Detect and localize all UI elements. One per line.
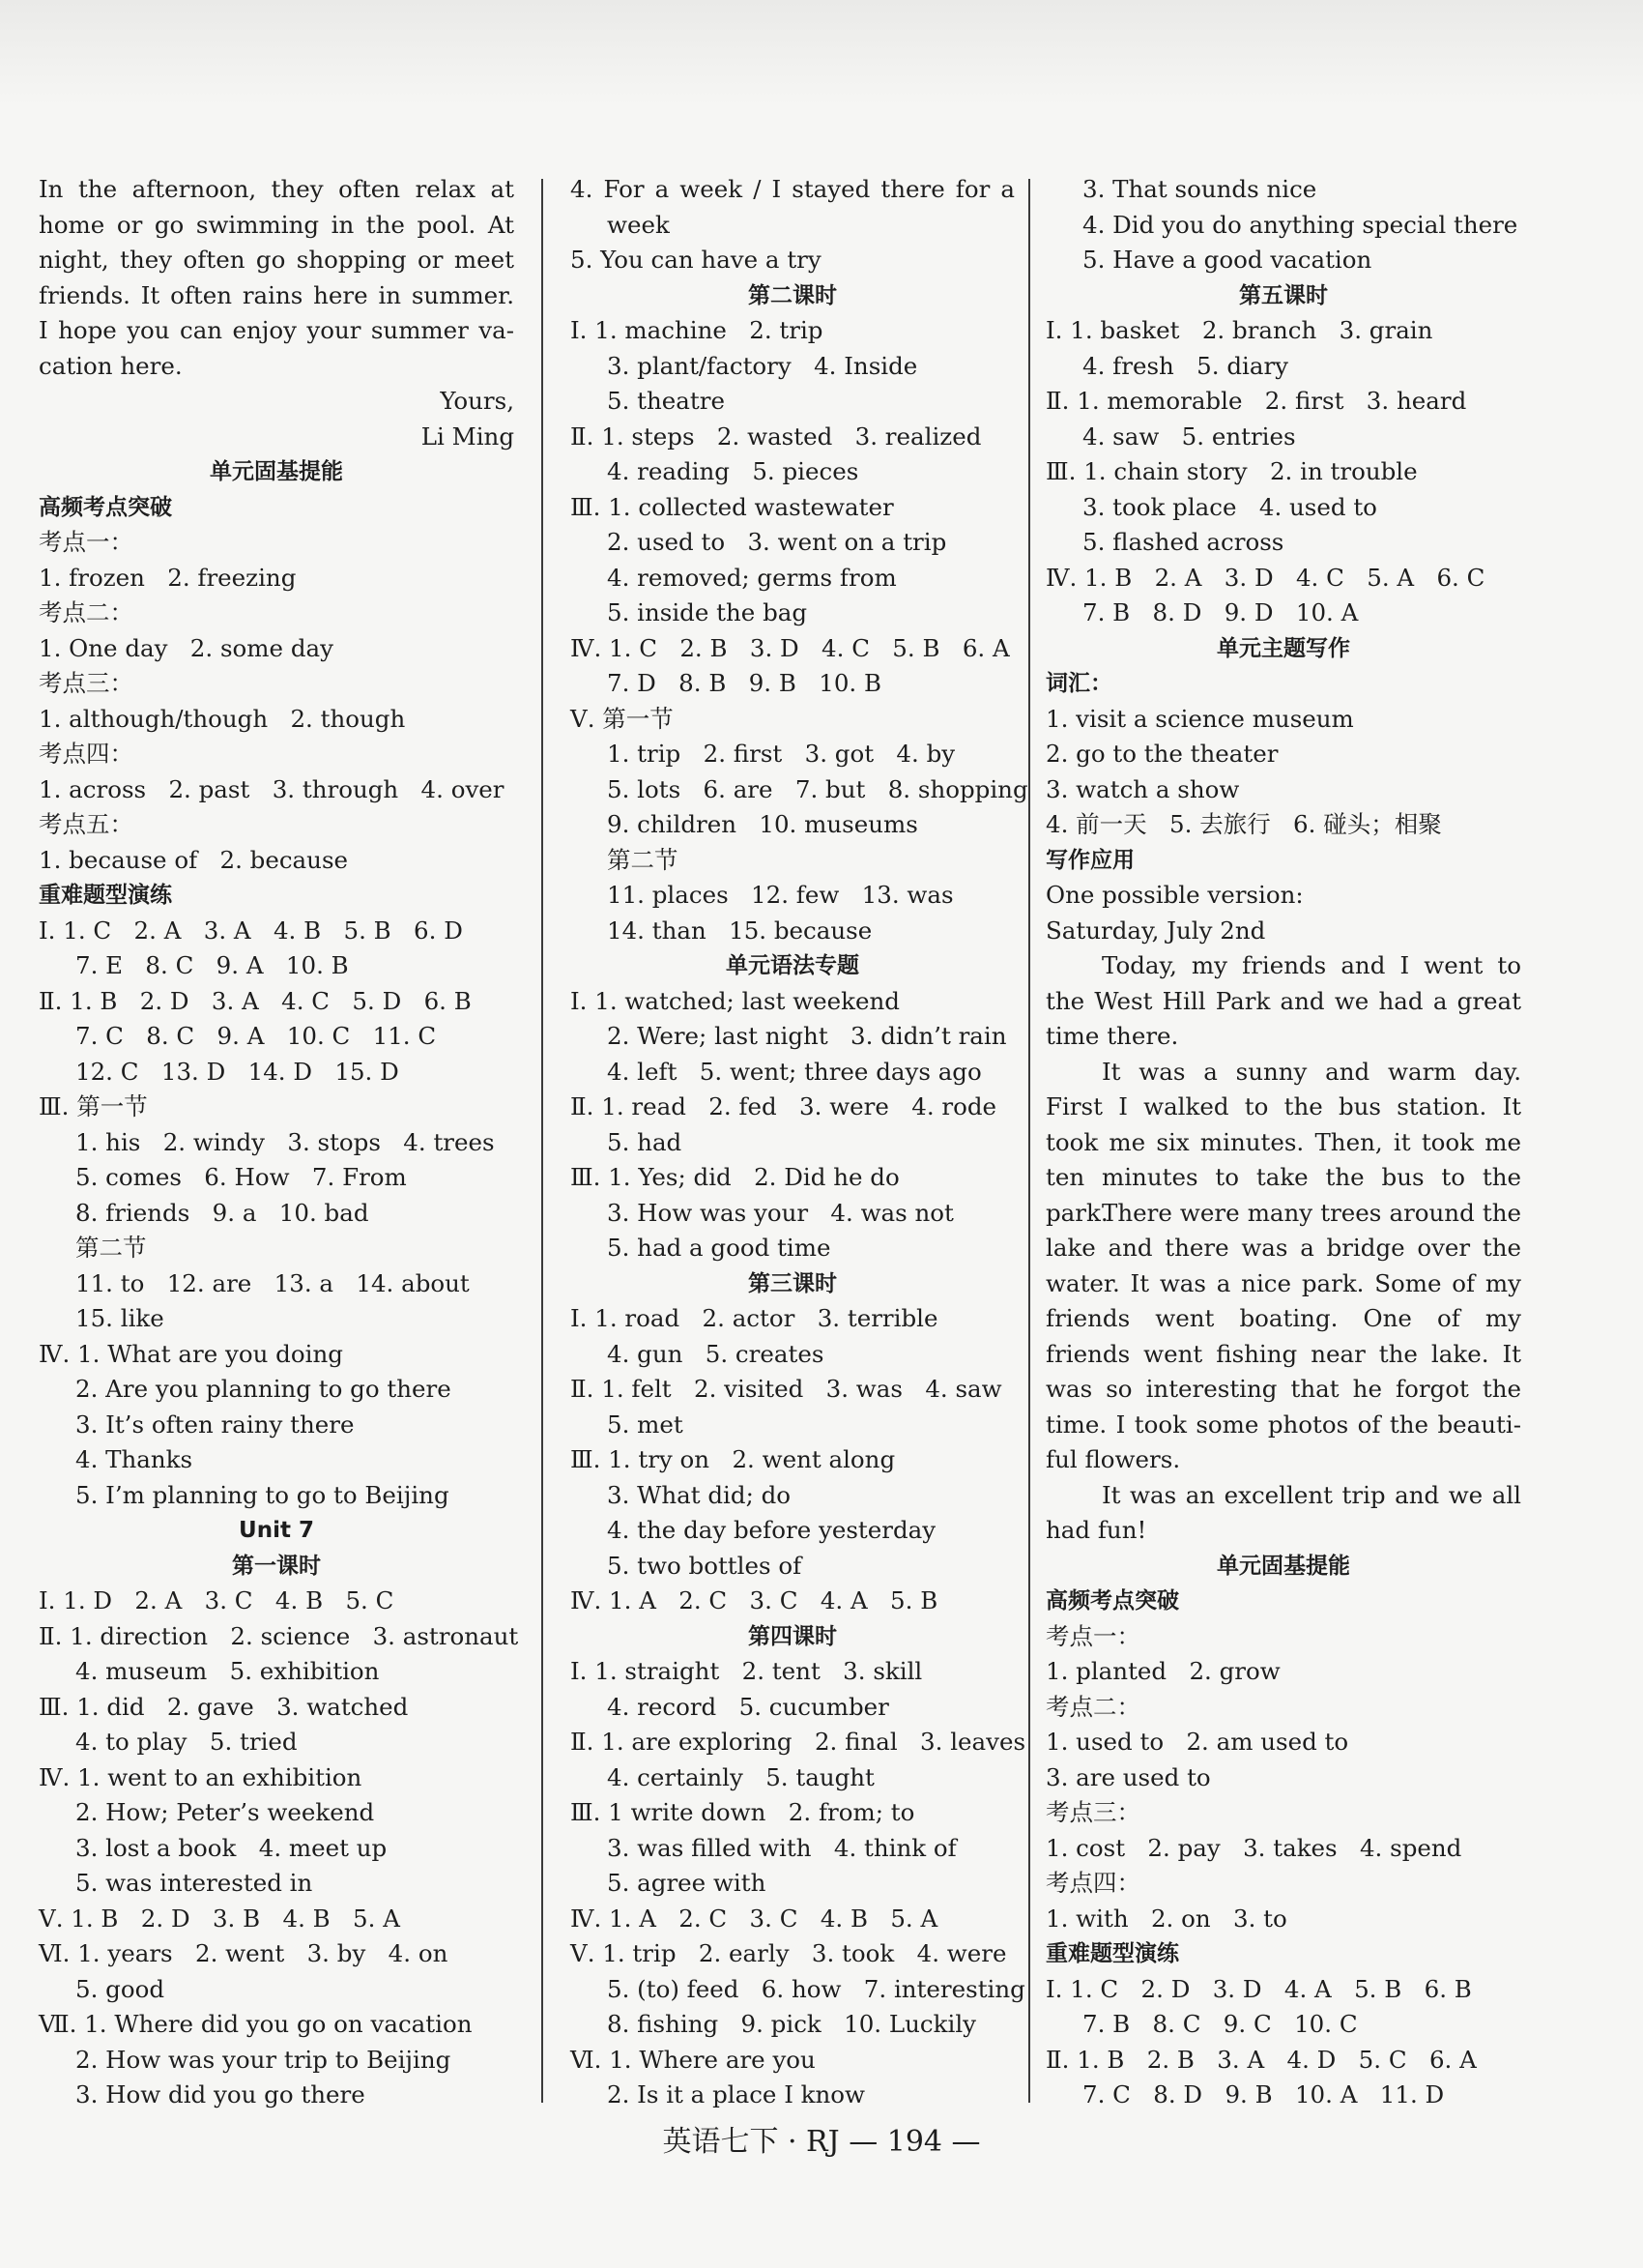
col2-line: 4. For a week / I stayed there for a <box>570 175 1015 203</box>
col3-line: Ⅳ. 1. B 2. A 3. D 4. C 5. A 6. C <box>1046 563 1485 592</box>
scan-top-shadow <box>0 0 1643 106</box>
col3-line: 4. 前一天 5. 去旅行 6. 碰头；相聚 <box>1046 810 1442 838</box>
col1-line: 1. although/though 2. though <box>39 704 406 733</box>
col1-line: 12. C 13. D 14. D 15. D <box>75 1057 399 1086</box>
col2-line: 3. plant/factory 4. Inside <box>607 351 918 380</box>
col2-line: Ⅲ. 1 write down 2. from; to <box>570 1798 915 1826</box>
col3-line: was so interesting that he forgot the <box>1046 1375 1521 1403</box>
col2-line: 7. D 8. B 9. B 10. B <box>607 669 881 697</box>
col3-line: Saturday, July 2nd <box>1046 916 1266 945</box>
col2-line: 5. had <box>607 1127 682 1156</box>
col3-line: 7. B 8. D 9. D 10. A <box>1082 598 1359 626</box>
col3-line: It was a sunny and warm day. <box>1102 1057 1521 1086</box>
col1-line: 7. C 8. C 9. A 10. C 11. C <box>75 1022 437 1050</box>
col3-line: Ⅱ. 1. B 2. B 3. A 4. D 5. C 6. A <box>1046 2045 1477 2074</box>
col2-line: 4. gun 5. creates <box>607 1339 824 1368</box>
col1-line: 1. One day 2. some day <box>39 633 333 662</box>
col3-line: 4. saw 5. entries <box>1082 422 1296 451</box>
col3-line: water. It was a nice park. Some of my <box>1046 1268 1521 1297</box>
col3-line: 4. fresh 5. diary <box>1082 351 1288 380</box>
col1-line: 考点四： <box>39 740 133 768</box>
col1-line: 5. I’m planning to go to Beijing <box>75 1480 449 1509</box>
col1-line: Ⅳ. 1. went to an exhibition <box>39 1762 362 1791</box>
col2-line: 11. places 12. few 13. was <box>607 881 954 909</box>
col1-line: Ⅱ. 1. direction 2. science 3. astronaut <box>39 1621 519 1650</box>
col2-line: Ⅲ. 1. collected wastewater <box>570 492 894 521</box>
col2-line: Ⅰ. 1. machine 2. trip <box>570 316 823 344</box>
col2-line: Ⅱ. 1. steps 2. wasted 3. realized <box>570 422 982 451</box>
col2-line: 第三课时 <box>748 1270 837 1296</box>
col1-line: cation here. <box>39 351 183 380</box>
col3-line: Ⅲ. 1. chain story 2. in trouble <box>1046 457 1418 485</box>
col3-line: Ⅰ. 1. C 2. D 3. D 4. A 5. B 6. B <box>1046 1974 1472 2003</box>
col1-line: Ⅶ. 1. Where did you go on vacation <box>39 2010 473 2038</box>
col3-line: There were many trees around the <box>1102 1198 1521 1227</box>
column-right <box>1046 172 1521 2113</box>
col1-line: 2. Are you planning to go there <box>75 1375 451 1403</box>
col3-line: 高频考点突破 <box>1046 1588 1179 1614</box>
col2-line: Ⅱ. 1. felt 2. visited 3. was 4. saw <box>570 1375 1002 1403</box>
col2-line: 8. fishing 9. pick 10. Luckily <box>607 2010 977 2038</box>
col2-line: 5. agree with <box>607 1869 766 1897</box>
col3-line: First I walked to the bus station. It <box>1046 1092 1521 1120</box>
col1-line: Li Ming <box>420 422 514 451</box>
col1-line: 4. to play 5. tried <box>75 1728 298 1756</box>
col2-line: week <box>607 210 670 239</box>
col3-line: friends went boating. One of my <box>1046 1304 1521 1332</box>
col3-line: time. I took some photos of the beauti- <box>1046 1410 1521 1439</box>
col3-line: 3. took place 4. used to <box>1082 492 1377 521</box>
col2-line: 2. Is it a place I know <box>607 2080 866 2108</box>
col2-line: Ⅱ. 1. read 2. fed 3. were 4. rode <box>570 1092 997 1120</box>
col3-line: 1. used to 2. am used to <box>1046 1728 1349 1756</box>
col1-line: 15. like <box>75 1304 164 1332</box>
col2-line: 第四课时 <box>748 1623 837 1649</box>
col3-line: took me six minutes. Then, it took me <box>1046 1127 1521 1156</box>
col2-line: 4. left 5. went; three days ago <box>607 1057 982 1086</box>
col3-line: 1. visit a science museum <box>1046 704 1354 733</box>
col2-line: 3. How was your 4. was not <box>607 1198 954 1227</box>
col2-line: 2. used to 3. went on a trip <box>607 528 947 556</box>
col3-line: One possible version: <box>1046 881 1304 909</box>
col3-line: 1. planted 2. grow <box>1046 1657 1281 1685</box>
col2-line: 单元语法专题 <box>726 953 859 978</box>
col2-line: Ⅰ. 1. road 2. actor 3. terrible <box>570 1304 938 1332</box>
col2-line: 5. lots 6. are 7. but 8. shopping <box>607 774 1028 803</box>
col3-line: friends went fishing near the lake. It <box>1046 1339 1521 1368</box>
col1-line: 5. was interested in <box>75 1869 313 1897</box>
col3-line: 3. watch a show <box>1046 774 1240 803</box>
col1-line: In the afternoon, they often relax at <box>39 175 514 203</box>
col2-line: 4. removed; germs from <box>607 563 897 592</box>
col1-line: 第一课时 <box>232 1553 321 1579</box>
col3-line: 写作应用 <box>1046 847 1135 873</box>
col1-line: Ⅳ. 1. What are you doing <box>39 1339 343 1368</box>
col2-line: Ⅰ. 1. watched; last weekend <box>570 986 900 1015</box>
col3-line: ten minutes to take the bus to the park. <box>1046 1163 1521 1227</box>
col1-line: 第二节 <box>75 1234 147 1262</box>
col3-line: 第五课时 <box>1239 282 1328 308</box>
col3-line: the West Hill Park and we had a great <box>1046 986 1521 1015</box>
col1-line: night, they often go shopping or meet <box>39 246 514 274</box>
col1-line: 1. across 2. past 3. through 4. over <box>39 774 504 803</box>
col3-line: Ⅰ. 1. basket 2. branch 3. grain <box>1046 316 1433 344</box>
col3-line: 7. B 8. C 9. C 10. C <box>1082 2010 1358 2038</box>
column-middle <box>570 172 1028 2113</box>
col1-line: Unit 7 <box>239 1518 314 1543</box>
col1-line: 考点三： <box>39 669 133 697</box>
col1-line: 考点一： <box>39 528 133 556</box>
col2-line: 1. trip 2. first 3. got 4. by <box>607 740 956 768</box>
col3-line: 考点一： <box>1046 1621 1140 1650</box>
col2-line: 5. met <box>607 1410 683 1439</box>
col3-line: time there. <box>1046 1022 1179 1050</box>
col2-line: Ⅳ. 1. A 2. C 3. C 4. B 5. A <box>570 1904 938 1933</box>
col3-line: ful flowers. <box>1046 1445 1181 1473</box>
col2-line: 4. reading 5. pieces <box>607 457 859 485</box>
col3-line: 4. Did you do anything special there <box>1082 210 1518 239</box>
col3-line: 单元固基提能 <box>1217 1553 1350 1579</box>
col1-line: 考点二： <box>39 598 133 626</box>
col2-line: 第二节 <box>607 845 678 874</box>
col2-line: 3. was filled with 4. think of <box>607 1833 957 1862</box>
col1-line: 11. to 12. are 13. a 14. about <box>75 1268 470 1297</box>
col2-line: 第二课时 <box>748 282 837 308</box>
col3-line: 考点三： <box>1046 1798 1140 1826</box>
col3-line: Ⅱ. 1. memorable 2. first 3. heard <box>1046 387 1467 415</box>
col2-line: 5. had a good time <box>607 1234 831 1262</box>
column-left <box>39 172 519 2113</box>
col3-line: 考点二： <box>1046 1692 1140 1721</box>
col2-line: 5. inside the bag <box>607 598 808 626</box>
col2-line: 4. the day before yesterday <box>607 1516 937 1544</box>
col1-line: 3. How did you go there <box>75 2080 365 2108</box>
col3-line: 2. go to the theater <box>1046 740 1279 768</box>
col2-line: 9. children 10. museums <box>607 810 918 838</box>
col1-line: 3. It’s often rainy there <box>75 1410 355 1439</box>
col2-line: Ⅴ. 1. trip 2. early 3. took 4. were <box>570 1939 1007 1967</box>
col1-line: 2. How was your trip to Beijing <box>75 2045 451 2074</box>
col1-line: friends. It often rains here in summer. <box>39 280 514 309</box>
col3-line: 考点四： <box>1046 1869 1140 1897</box>
col3-line: lake and there was a bridge over the <box>1046 1234 1521 1262</box>
col3-line: had fun! <box>1046 1516 1147 1544</box>
col1-line: Ⅴ. 1. B 2. D 3. B 4. B 5. A <box>39 1904 400 1933</box>
col1-line: Ⅰ. 1. D 2. A 3. C 4. B 5. C <box>39 1586 394 1614</box>
col1-line: 1. frozen 2. freezing <box>39 563 297 592</box>
col3-line: 重难题型演练 <box>1046 1941 1179 1966</box>
col2-line: 5. theatre <box>607 387 725 415</box>
col3-line: 1. cost 2. pay 3. takes 4. spend <box>1046 1833 1462 1862</box>
col2-line: Ⅲ. 1. try on 2. went along <box>570 1445 896 1473</box>
col3-line: 5. flashed across <box>1082 528 1284 556</box>
col2-line: 5. (to) feed 6. how 7. interesting <box>607 1974 1025 2003</box>
col2-line: Ⅳ. 1. A 2. C 3. C 4. A 5. B <box>570 1586 938 1614</box>
col1-line: Ⅲ. 第一节 <box>39 1092 148 1120</box>
col3-line: 3. are used to <box>1046 1762 1211 1791</box>
col1-line: 4. Thanks <box>75 1445 193 1473</box>
col3-line: Today, my friends and I went to <box>1102 951 1521 979</box>
col2-line: Ⅲ. 1. Yes; did 2. Did he do <box>570 1163 900 1191</box>
col1-line: Ⅵ. 1. years 2. went 3. by 4. on <box>39 1939 448 1967</box>
column-divider-2 <box>1028 179 1030 2103</box>
col1-line: 3. lost a book 4. meet up <box>75 1833 388 1862</box>
col1-line: 1. because of 2. because <box>39 845 349 874</box>
col3-line: 1. with 2. on 3. to <box>1046 1904 1287 1933</box>
col2-line: 5. You can have a try <box>570 246 822 274</box>
col2-line: 4. record 5. cucumber <box>607 1692 889 1721</box>
col2-line: 2. Were; last night 3. didn’t rain <box>607 1022 1007 1050</box>
col1-line: 5. comes 6. How 7. From <box>75 1163 407 1191</box>
col3-line: 单元主题写作 <box>1217 635 1350 661</box>
col2-line: 4. certainly 5. taught <box>607 1762 875 1791</box>
col2-line: 5. two bottles of <box>607 1551 802 1580</box>
col1-line: Ⅱ. 1. B 2. D 3. A 4. C 5. D 6. B <box>39 986 472 1015</box>
col2-line: Ⅳ. 1. C 2. B 3. D 4. C 5. B 6. A <box>570 633 1010 662</box>
col1-line: 1. his 2. windy 3. stops 4. trees <box>75 1127 495 1156</box>
col1-line: Ⅰ. 1. C 2. A 3. A 4. B 5. B 6. D <box>39 916 463 945</box>
col3-line: 3. That sounds nice <box>1082 175 1317 203</box>
col1-line: 8. friends 9. a 10. bad <box>75 1198 369 1227</box>
col2-line: Ⅴ. 第一节 <box>570 704 674 733</box>
col1-line: I hope you can enjoy your summer va- <box>39 316 514 344</box>
col1-line: 2. How; Peter’s weekend <box>75 1798 375 1826</box>
col3-line: 词汇： <box>1046 671 1112 696</box>
col1-line: 考点五： <box>39 810 133 838</box>
col2-line: 14. than 15. because <box>607 916 873 945</box>
col3-line: 5. Have a good vacation <box>1082 246 1372 274</box>
col2-line: Ⅰ. 1. straight 2. tent 3. skill <box>570 1657 923 1685</box>
col2-line: Ⅵ. 1. Where are you <box>570 2045 816 2074</box>
col1-line: 重难题型演练 <box>39 883 172 908</box>
col1-line: Ⅲ. 1. did 2. gave 3. watched <box>39 1692 409 1721</box>
column-divider-1 <box>541 179 543 2103</box>
col2-line: Ⅱ. 1. are exploring 2. final 3. leaves <box>570 1728 1026 1756</box>
col1-line: 7. E 8. C 9. A 10. B <box>75 951 349 979</box>
col1-line: Yours, <box>440 387 514 415</box>
page-footer: 英语七下 · RJ — 194 — <box>662 2125 981 2159</box>
col1-line: 高频考点突破 <box>39 494 172 520</box>
col3-line: It was an excellent trip and we all <box>1102 1480 1521 1509</box>
col1-line: 单元固基提能 <box>210 459 343 484</box>
col1-line: 5. good <box>75 1974 165 2003</box>
col3-line: 7. C 8. D 9. B 10. A 11. D <box>1082 2080 1445 2108</box>
col1-line: 4. museum 5. exhibition <box>75 1657 380 1685</box>
col2-line: 3. What did; do <box>607 1480 792 1509</box>
col1-line: home or go swimming in the pool. At <box>39 210 514 239</box>
